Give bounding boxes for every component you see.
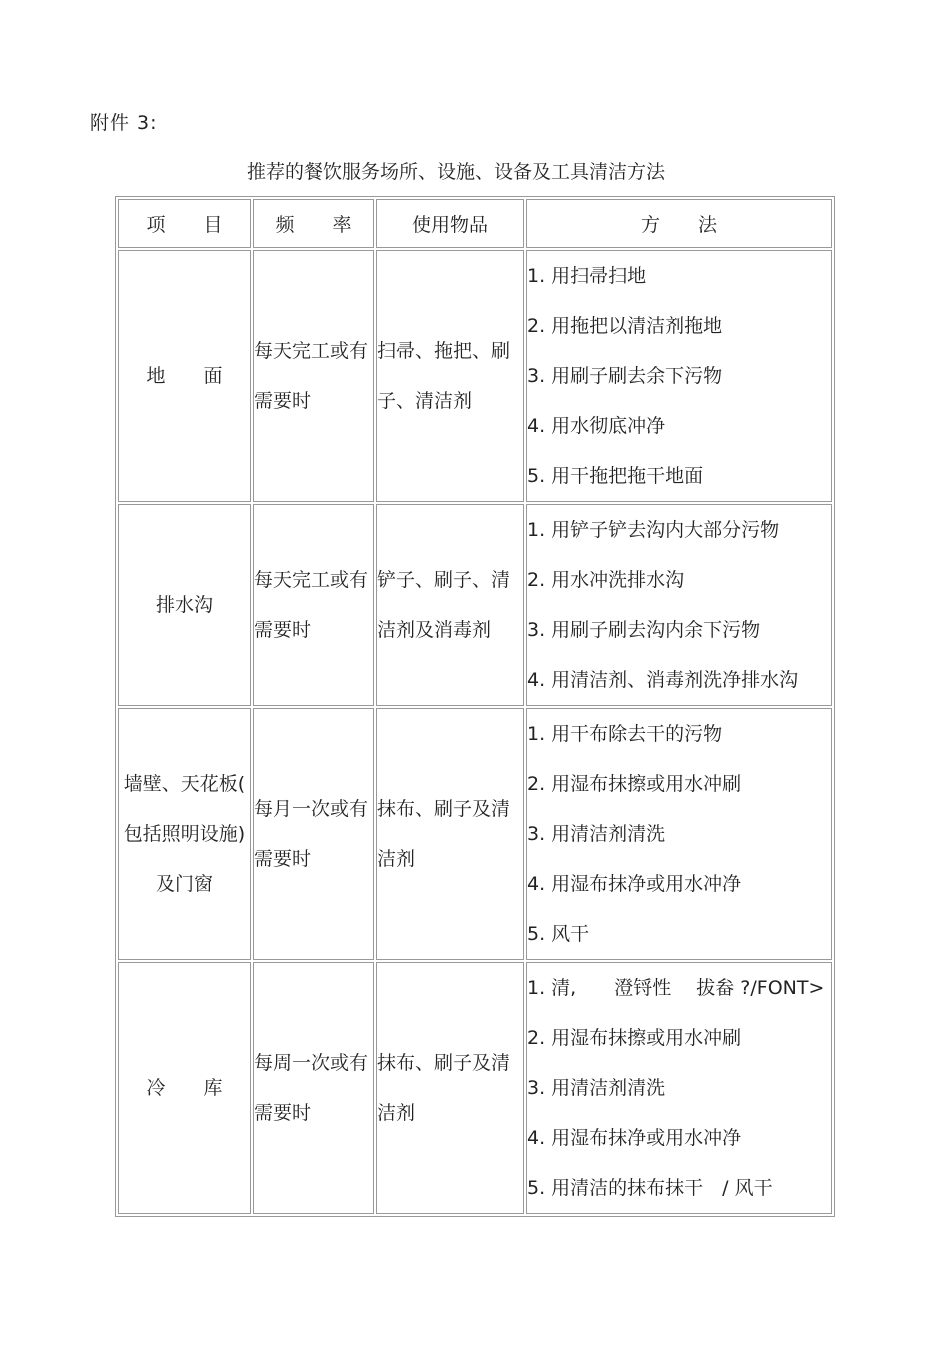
table-header-row (118, 199, 832, 248)
item-cell: 墙壁、天花板( 包括照明设施) 及门窗 (118, 708, 251, 960)
frequency-cell: 每周一次或有需要时 (253, 962, 374, 1214)
method-cell (526, 504, 832, 706)
supplies-cell: 铲子、刷子、清洁剂及消毒剂 (376, 504, 524, 706)
table-row (118, 504, 832, 706)
supplies-cell: 抹布、刷子及清洁剂 (376, 962, 524, 1214)
supplies-cell: 扫帚、拖把、刷子、清洁剂 (376, 250, 524, 502)
header-item: 项 目 (118, 199, 251, 248)
item-cell: 排水沟 (118, 504, 251, 706)
method-step: 2. 用湿布抹擦或用水冲刷 (527, 773, 742, 795)
method-step: 3. 用刷子刷去沟内余下污物 (527, 619, 761, 641)
method-step: 3. 用刷子刷去余下污物 (527, 365, 723, 387)
attachment-label: 附件 3: (90, 112, 158, 134)
frequency-cell: 每天完工或有需要时 (253, 504, 374, 706)
cleaning-methods-table (115, 196, 835, 1217)
method-step: 1. 清, 澄锊性 拔畚 ?/FONT> (527, 977, 825, 999)
table-row (118, 962, 832, 1214)
method-step: 2. 用湿布抹擦或用水冲刷 (527, 1027, 742, 1049)
method-list (527, 251, 831, 501)
method-step: 1. 用铲子铲去沟内大部分污物 (527, 519, 780, 541)
frequency-cell: 每月一次或有需要时 (253, 708, 374, 960)
item-cell: 地 面 (118, 250, 251, 502)
item-cell: 冷 库 (118, 962, 251, 1214)
method-step: 1. 用扫帚扫地 (527, 265, 647, 287)
method-step: 5. 用干拖把拖干地面 (527, 465, 704, 487)
method-step: 4. 用湿布抹净或用水冲净 (527, 1127, 742, 1149)
method-step: 2. 用水冲洗排水沟 (527, 569, 685, 591)
header-supplies: 使用物品 (376, 199, 524, 248)
method-cell (526, 250, 832, 502)
document-title: 推荐的餐饮服务场所、设施、设备及工具清洁方法 (246, 161, 665, 183)
header-frequency: 频 率 (253, 199, 374, 248)
header-method: 方 法 (526, 199, 832, 248)
frequency-cell: 每天完工或有需要时 (253, 250, 374, 502)
method-step: 4. 用清洁剂、消毒剂洗净排水沟 (527, 669, 799, 691)
method-step: 1. 用干布除去干的污物 (527, 723, 723, 745)
method-list (527, 505, 831, 705)
method-step: 2. 用拖把以清洁剂拖地 (527, 315, 723, 337)
table-row (118, 708, 832, 960)
method-cell (526, 962, 832, 1214)
method-step: 5. 风干 (527, 923, 590, 945)
table-row (118, 250, 832, 502)
method-list (527, 963, 831, 1213)
supplies-cell: 抹布、刷子及清洁剂 (376, 708, 524, 960)
method-step: 4. 用水彻底冲净 (527, 415, 666, 437)
method-list (527, 709, 831, 959)
method-cell (526, 708, 832, 960)
method-step: 3. 用清洁剂清洗 (527, 1077, 666, 1099)
method-step: 5. 用清洁的抹布抹干 / 风干 (527, 1177, 773, 1199)
method-step: 3. 用清洁剂清洗 (527, 823, 666, 845)
method-step: 4. 用湿布抹净或用水冲净 (527, 873, 742, 895)
